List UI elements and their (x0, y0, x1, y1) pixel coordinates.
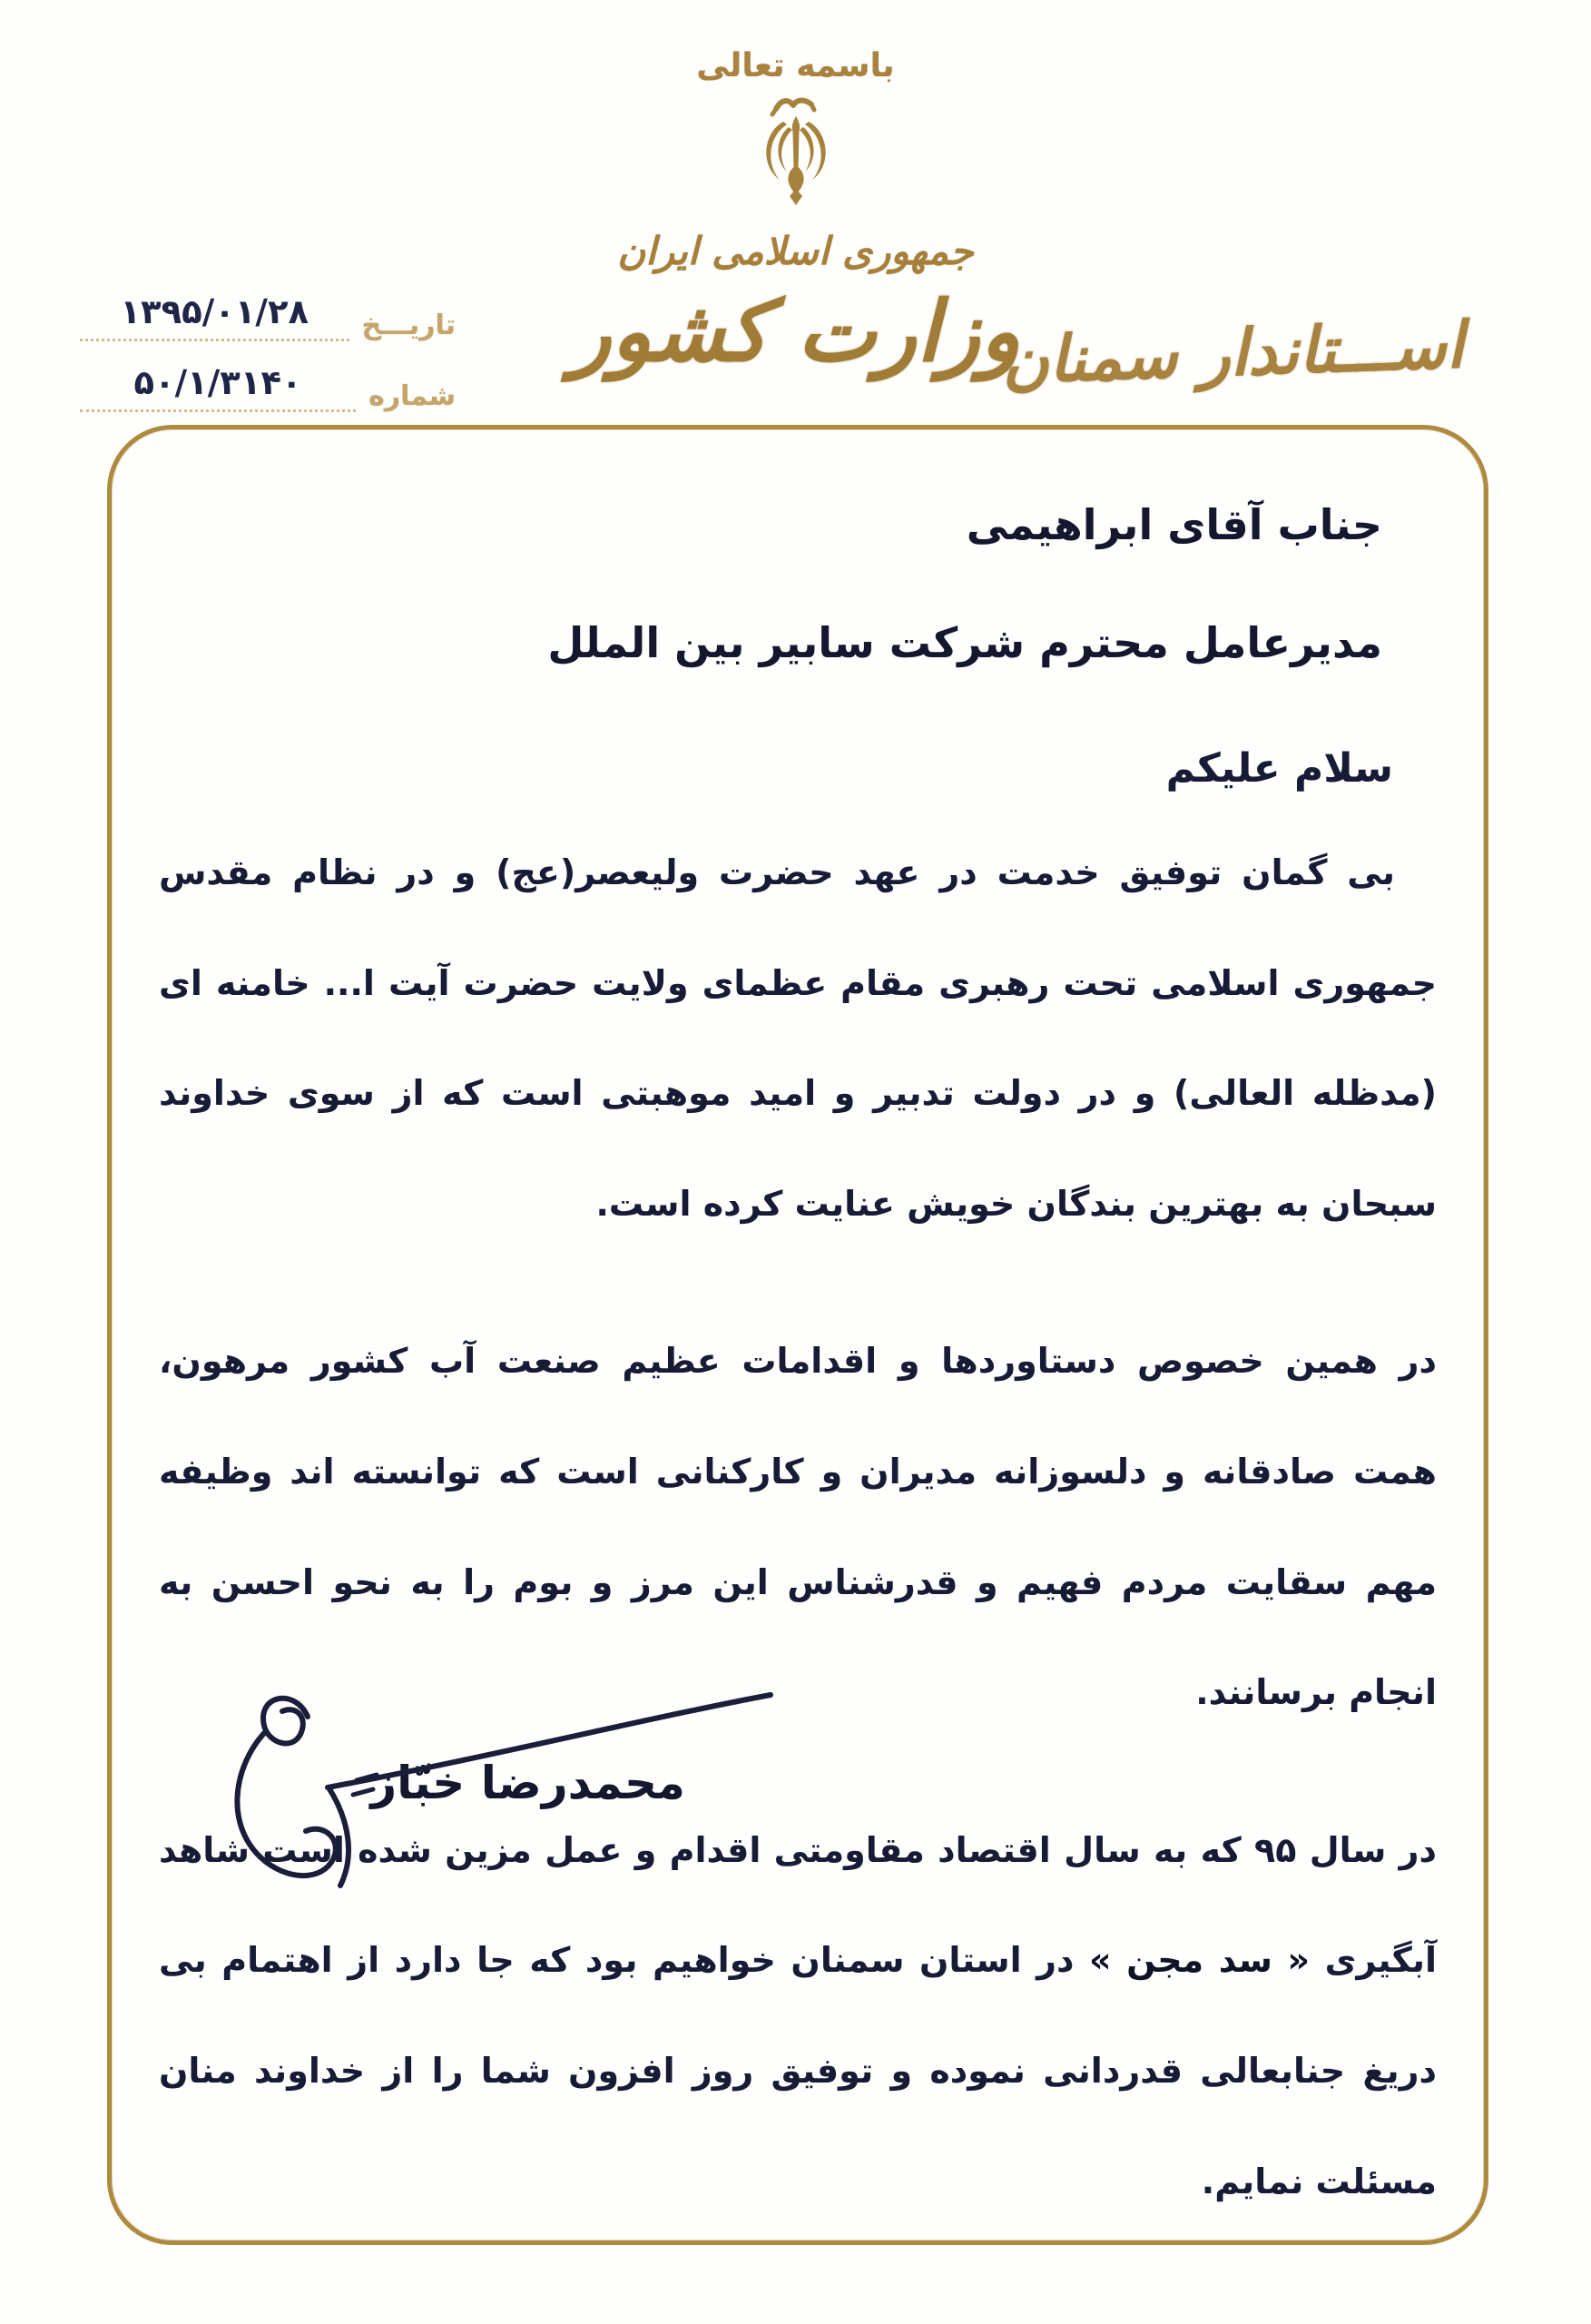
letter-body (159, 818, 1437, 2284)
body-line-6: جنابعالی قدردانی نموده و توفیق روز افزون شما را از خداوند منان مسئلت نمایم. (159, 2050, 1437, 2201)
body-paragraph-1 (159, 818, 1437, 1259)
dam-name-term: « سد مجن » (1089, 1940, 1311, 1981)
number-row (80, 354, 461, 412)
bismillah-text: باسمه تعالی (696, 47, 895, 84)
date-value: ۱۳۹۵/۰۱/۲۸ (80, 292, 349, 341)
date-row (80, 283, 461, 341)
governorate-title: اســـتاندار سمنان (1000, 308, 1466, 399)
number-value: ۵۰/۱/۳۱۴۰ (80, 363, 356, 412)
body-line-4: مردم فهیم و قدرشناس این مرز و بوم را به نحو احسن به انجام برسانند. (159, 1561, 1437, 1713)
ministry-title: وزارت کشور (570, 283, 1021, 380)
recipient-line-1: جناب آقای ابراهیمی (966, 500, 1382, 549)
body-line-1: بی گمان توفیق خدمت در عهد حضرت ولیعصر(عج) و در نظام مقدس جمهوری اسلامی تحت رهبری مقام عظمای ولایت حضرت (159, 852, 1437, 1003)
meta-block (80, 283, 461, 425)
handwritten-signature-mark (210, 1675, 791, 1902)
letter-frame (107, 425, 1488, 2245)
iran-allah-emblem-icon (728, 94, 864, 222)
body-line-3: در همین خصوص دستاوردها و اقدامات عظیم صنعت آب کشور مرهون، همت صادقانه و دلسوزانه مدیران و کارکنانی است که توانسته اند وظیفه مهم سقایت (159, 1341, 1438, 1602)
signature-name: محمدرضا خبّاز (370, 1757, 685, 1809)
republic-title: جمهوری اسلامی ایران (617, 229, 974, 273)
body-line-2: آیت ا... خامنه ای (مدظله العالی) و در دولت تدبیر و امید موهبتی است که از سوی خداوند سبحان به بهترین بندگان خویش عنایت کرده است. (159, 962, 1437, 1224)
number-label: شماره (368, 380, 456, 412)
recipient-line-2: مدیرعامل محترم شرکت سابیر بین الملل (547, 618, 1382, 667)
body-line-5-pre: در سال ۹۵ که به سال اقتصاد مقاومتی اقدام و عمل مزین شده است شاهد آبگیری (159, 1829, 1438, 1981)
salutation-text: سلام علیکم (1165, 745, 1393, 792)
date-label: تاریـــخ (361, 310, 456, 341)
iran-emblem-icon (719, 94, 873, 222)
body-line-5-post: در استان سمنان خواهیم بود که جا دارد از اهتمام بی دریغ (159, 1940, 1438, 2091)
